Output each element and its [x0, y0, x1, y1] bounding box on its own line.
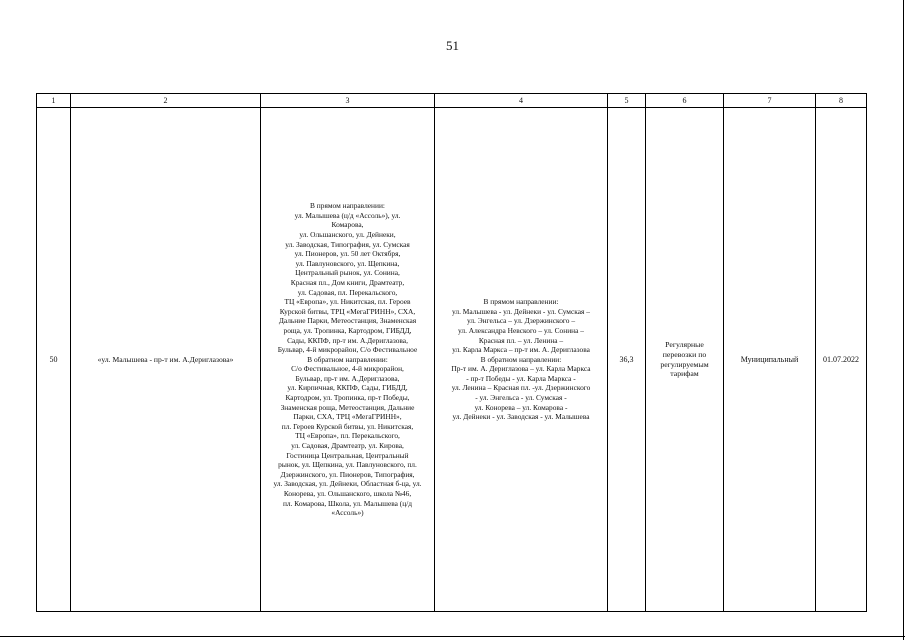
route-table — [36, 93, 867, 612]
stops-list: В прямом направлении: ул. Малышева (ц/д «Ассоль»), ул. Комарова, ул. Ольшанского, ул. Дейнеки, ул. Заводская, Типография, ул. Сумская ул. Пионеров, ул. 50 лет Октября, ул. Павлуновского, ул. Щепкина, Центральный рынок, ул. Сонина, Красная пл., Дом книги, Драмтеатр, ул. Садовая, пл. Перекальского, ТЦ «Европа», ул. Никитская, пл. Героев Курской битвы, ТРЦ «МегаГРИНН», СХА, Дальние Парки, Метеостанция, Знаменская роща, ул. Тропинка, Картодром, ГИБДД, Сады, ККПФ, пр-т им. А.Дериглазова, Бульвар, 4-й микрорайон, С/о Фестивальное В обратном направлении: С/о Фестивальное, 4-й микрорайон, Бульвар, пр-т им. А.Дериглазова, ул. Кирпичная, ККПФ, Сады, ГИБДД, Картодром, ул. Тропинка, пр-т Победы, Знаменская роща, Метеостанция, Дальние Парки, СХА, ТРЦ «МегаГРИНН», пл. Героев Курской битвы, ул. Никитская, ТЦ «Европа», пл. Перекальского, ул. Садовая, Драмтеатр, ул. Кирова, Гостиница Центральная, Центральный рынок, ул. Щепкина, ул. Павлуновского, пл. Дзержинского, ул. Пионеров, Типография, ул. Заводская, ул. Дейнеки, Областная б-ца, ул. Конорева, ул. Ольшанского, школа №46, пл. Комарова, Школа, ул. Малышева (ц/д «Ассоль») — [273, 201, 422, 518]
column-header-1: 1 — [37, 94, 71, 108]
transport-type: Регулярные перевозки по регулируемым тарифам — [660, 340, 709, 379]
column-header-3: 3 — [261, 94, 435, 108]
scan-edge-right — [903, 0, 904, 640]
route-length: 36,3 — [619, 354, 634, 364]
column-header-6: 6 — [646, 94, 724, 108]
route-number-cell — [37, 108, 71, 612]
route-length-cell — [608, 108, 646, 612]
route-category: Муниципальный — [740, 354, 799, 364]
table-row — [37, 108, 867, 612]
streets-cell — [435, 108, 608, 612]
column-header-4: 4 — [435, 94, 608, 108]
date-cell — [816, 108, 867, 612]
route-number: 50 — [49, 354, 58, 364]
column-header-5: 5 — [608, 94, 646, 108]
page-number: 51 — [446, 38, 459, 53]
column-header-7: 7 — [724, 94, 816, 108]
column-header-8: 8 — [816, 94, 867, 108]
streets-list: В прямом направлении: ул. Малышева - ул. Дейнеки - ул. Сумская – ул. Энгельса – ул. Дзержинского – ул. Александра Невского – ул. Сонина – Красная пл. – ул. Ленина – ул. Карла Маркса – пр-т им. А. Дериглазова В обратном направлении: Пр-т им. А. Дериглазова – ул. Карла Маркса - пр-т Победы - ул. Карла Маркса - ул. Ленина – Красная пл. -ул. Дзержинского - ул. Энгельса - ул. Сумская - ул. Конорева – ул. Комарова - ул. Дейнеки - ул. Заводская - ул. Малышева — [451, 297, 591, 422]
route-name: «ул. Малышева - пр-т им. А.Дериглазова» — [97, 354, 234, 364]
scan-edge-bottom — [0, 636, 905, 637]
start-date: 01.07.2022 — [823, 354, 859, 364]
column-header-2: 2 — [71, 94, 261, 108]
transport-type-cell — [646, 108, 724, 612]
category-cell — [724, 108, 816, 612]
stops-cell — [261, 108, 435, 612]
header-row — [37, 94, 867, 108]
route-name-cell — [71, 108, 261, 612]
